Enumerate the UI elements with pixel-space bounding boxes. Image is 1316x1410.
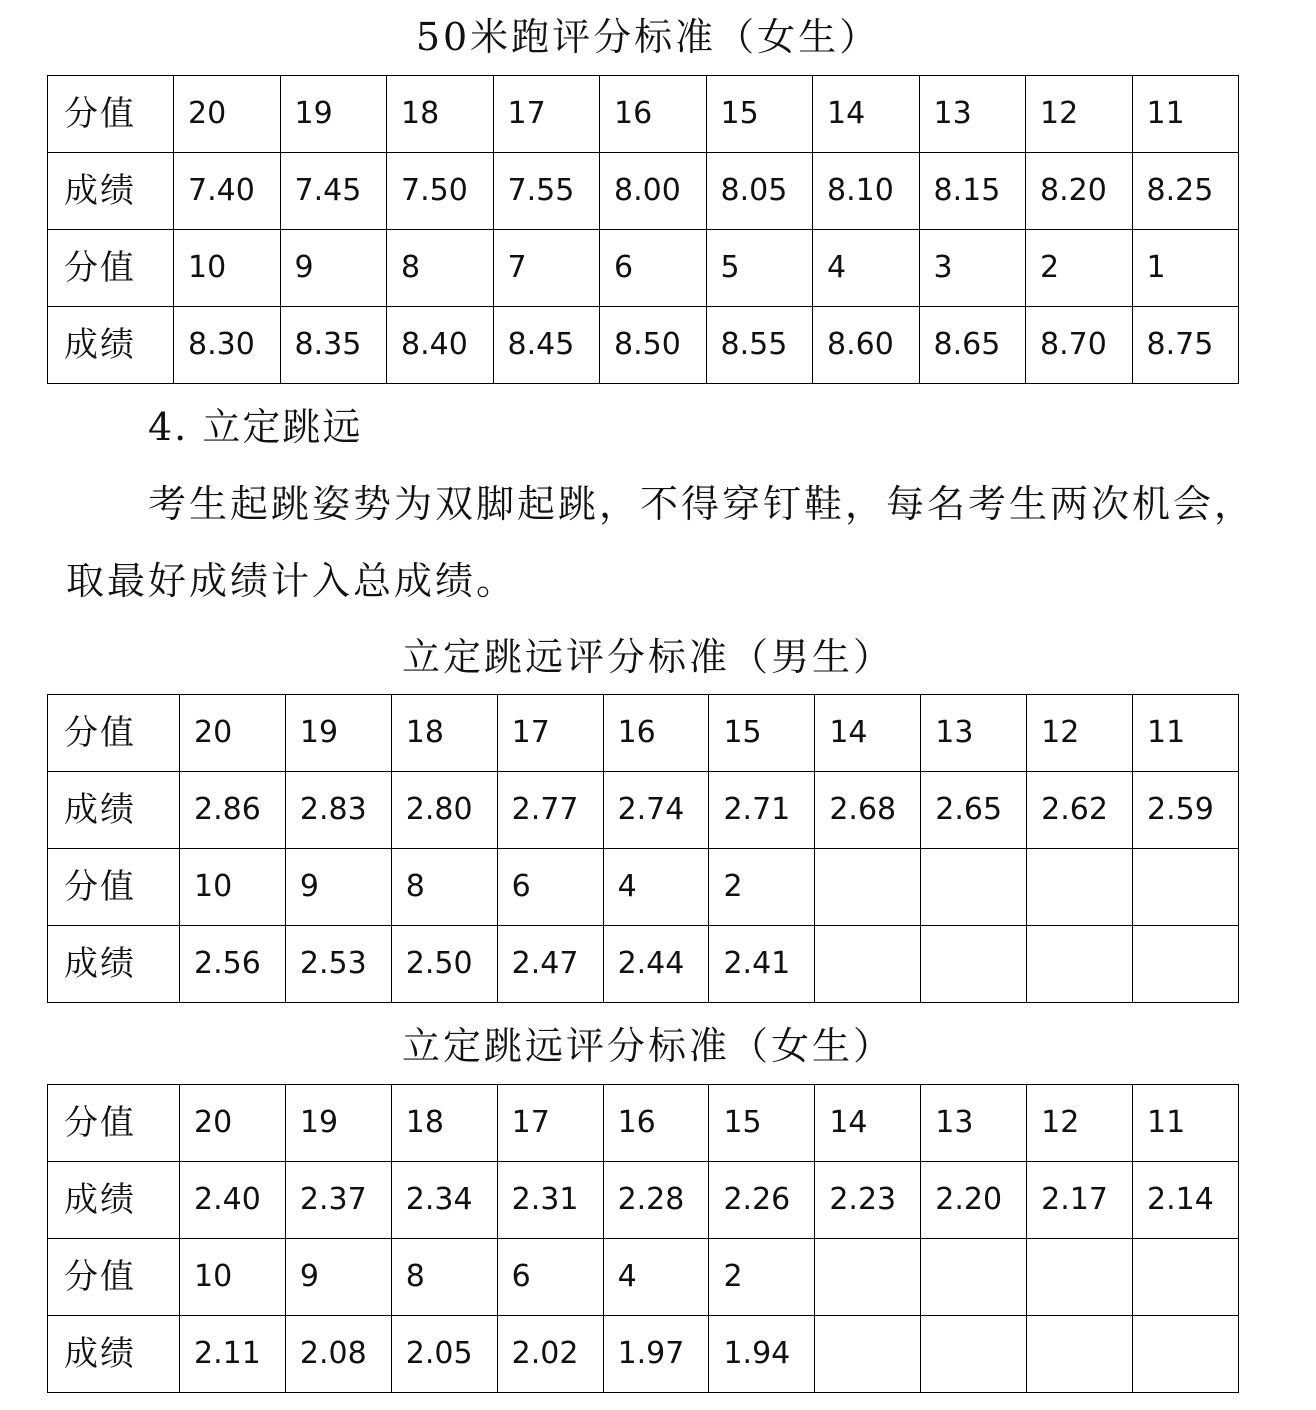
table-cell <box>1133 1316 1239 1393</box>
table-cell: 2.14 <box>1133 1162 1239 1239</box>
table-cell <box>921 849 1027 926</box>
row-label: 分值 <box>48 1239 180 1316</box>
table-row <box>48 1239 1239 1316</box>
table-cell: 14 <box>813 76 920 153</box>
table-cell: 2.08 <box>285 1316 391 1393</box>
table-cell: 8.65 <box>919 307 1026 384</box>
table-cell: 2.68 <box>815 772 921 849</box>
table-cell: 20 <box>180 695 286 772</box>
table-cell: 2.31 <box>497 1162 603 1239</box>
table-cell: 1.94 <box>709 1316 815 1393</box>
table-cell: 7.40 <box>174 153 281 230</box>
table-cell: 16 <box>603 695 709 772</box>
table-cell: 11 <box>1133 1085 1239 1162</box>
table-row <box>48 1085 1239 1162</box>
table-cell: 15 <box>706 76 813 153</box>
table-cell <box>1133 1239 1239 1316</box>
section-heading: 4. 立定跳远 <box>148 405 363 449</box>
table-cell <box>921 926 1027 1003</box>
table-cell: 16 <box>603 1085 709 1162</box>
row-label: 成绩 <box>48 1162 180 1239</box>
table-row <box>48 76 1239 153</box>
table-cell: 20 <box>180 1085 286 1162</box>
table-cell <box>1027 926 1133 1003</box>
table-cell: 2.41 <box>709 926 815 1003</box>
table-cell: 2.17 <box>1027 1162 1133 1239</box>
table-cell: 8 <box>391 1239 497 1316</box>
table-cell <box>815 1316 921 1393</box>
table-cell: 2 <box>1026 230 1133 307</box>
row-label: 分值 <box>48 849 180 926</box>
table-row <box>48 695 1239 772</box>
table-cell: 4 <box>603 849 709 926</box>
table-cell <box>921 1239 1027 1316</box>
table1-title: 50米跑评分标准（女生） <box>415 15 881 59</box>
table-cell: 2.56 <box>180 926 286 1003</box>
table-cell: 12 <box>1027 1085 1133 1162</box>
table-cell: 8.75 <box>1132 307 1239 384</box>
row-label: 成绩 <box>48 1316 180 1393</box>
table-cell: 7 <box>493 230 600 307</box>
table-cell: 1.97 <box>603 1316 709 1393</box>
table-cell: 11 <box>1132 76 1239 153</box>
table-cell: 8.00 <box>600 153 707 230</box>
table-cell: 8.15 <box>919 153 1026 230</box>
table-cell: 5 <box>706 230 813 307</box>
table-cell: 9 <box>285 1239 391 1316</box>
table-cell: 8.10 <box>813 153 920 230</box>
row-label: 分值 <box>48 76 174 153</box>
table-cell: 19 <box>280 76 387 153</box>
table-cell <box>921 1316 1027 1393</box>
table-row <box>48 307 1239 384</box>
table-row <box>48 1162 1239 1239</box>
row-label: 成绩 <box>48 926 180 1003</box>
table-cell: 17 <box>493 76 600 153</box>
table-cell: 2.20 <box>921 1162 1027 1239</box>
table-cell: 16 <box>600 76 707 153</box>
section-paragraph-line1: 考生起跳姿势为双脚起跳，不得穿钉鞋，每名考生两次机会， <box>148 482 1256 526</box>
table-row <box>48 849 1239 926</box>
row-label: 成绩 <box>48 153 174 230</box>
table-row <box>48 153 1239 230</box>
table-cell: 8 <box>387 230 494 307</box>
table-cell: 8.35 <box>280 307 387 384</box>
table-cell: 8 <box>391 849 497 926</box>
table3-jump-female <box>47 1084 1239 1393</box>
table1-50m-female <box>47 75 1239 384</box>
table-cell: 15 <box>709 1085 815 1162</box>
table-cell: 11 <box>1133 695 1239 772</box>
table2-title: 立定跳远评分标准（男生） <box>401 635 894 679</box>
table-cell: 8.70 <box>1026 307 1133 384</box>
table-cell: 4 <box>813 230 920 307</box>
table-cell: 13 <box>921 1085 1027 1162</box>
table-cell: 2.83 <box>285 772 391 849</box>
table-cell <box>1027 849 1133 926</box>
table-cell <box>815 1239 921 1316</box>
table-row <box>48 230 1239 307</box>
table-cell: 2.86 <box>180 772 286 849</box>
table-cell: 9 <box>285 849 391 926</box>
table-cell: 18 <box>391 1085 497 1162</box>
table-cell: 2.23 <box>815 1162 921 1239</box>
table-cell: 10 <box>180 1239 286 1316</box>
table3-title: 立定跳远评分标准（女生） <box>401 1024 894 1068</box>
table-row <box>48 772 1239 849</box>
table-cell: 8.25 <box>1132 153 1239 230</box>
table-cell: 19 <box>285 1085 391 1162</box>
table-cell: 6 <box>600 230 707 307</box>
table-cell: 3 <box>919 230 1026 307</box>
table-cell: 2.62 <box>1027 772 1133 849</box>
table-cell: 2.05 <box>391 1316 497 1393</box>
table-cell: 8.05 <box>706 153 813 230</box>
row-label: 分值 <box>48 230 174 307</box>
table-cell: 14 <box>815 695 921 772</box>
table-cell: 2.28 <box>603 1162 709 1239</box>
table-cell: 2 <box>709 1239 815 1316</box>
table-cell <box>815 926 921 1003</box>
table-cell: 10 <box>180 849 286 926</box>
table-cell: 2.59 <box>1133 772 1239 849</box>
table-cell: 12 <box>1026 76 1133 153</box>
row-label: 成绩 <box>48 307 174 384</box>
table-cell: 6 <box>497 1239 603 1316</box>
table-cell: 2.11 <box>180 1316 286 1393</box>
table-cell: 2.77 <box>497 772 603 849</box>
table-cell: 6 <box>497 849 603 926</box>
table-cell: 8.60 <box>813 307 920 384</box>
section-paragraph-line2: 取最好成绩计入总成绩。 <box>66 559 518 603</box>
table-cell: 7.50 <box>387 153 494 230</box>
table-cell: 14 <box>815 1085 921 1162</box>
table-row <box>48 926 1239 1003</box>
table-cell: 2.50 <box>391 926 497 1003</box>
table-cell: 19 <box>285 695 391 772</box>
table-cell: 8.30 <box>174 307 281 384</box>
table-cell: 13 <box>919 76 1026 153</box>
table-cell: 8.20 <box>1026 153 1133 230</box>
table-cell <box>1133 849 1239 926</box>
table-cell: 17 <box>497 695 603 772</box>
table-cell: 15 <box>709 695 815 772</box>
table-cell: 17 <box>497 1085 603 1162</box>
table-cell: 4 <box>603 1239 709 1316</box>
table-cell <box>1133 926 1239 1003</box>
table-cell: 2.02 <box>497 1316 603 1393</box>
table2-jump-male <box>47 694 1239 1003</box>
table-row <box>48 1316 1239 1393</box>
table-cell <box>1027 1239 1133 1316</box>
table-cell: 2.65 <box>921 772 1027 849</box>
table-cell: 2.47 <box>497 926 603 1003</box>
table-cell: 2.71 <box>709 772 815 849</box>
table-cell: 2 <box>709 849 815 926</box>
table-cell: 18 <box>391 695 497 772</box>
table-cell: 8.55 <box>706 307 813 384</box>
table-cell: 2.26 <box>709 1162 815 1239</box>
table-cell: 2.34 <box>391 1162 497 1239</box>
row-label: 成绩 <box>48 772 180 849</box>
row-label: 分值 <box>48 1085 180 1162</box>
table-cell <box>1027 1316 1133 1393</box>
table-cell: 2.74 <box>603 772 709 849</box>
table-cell: 7.55 <box>493 153 600 230</box>
table-cell: 18 <box>387 76 494 153</box>
table-cell: 2.40 <box>180 1162 286 1239</box>
table-cell: 2.37 <box>285 1162 391 1239</box>
table-cell: 8.40 <box>387 307 494 384</box>
table-cell: 7.45 <box>280 153 387 230</box>
row-label: 分值 <box>48 695 180 772</box>
table-cell: 12 <box>1027 695 1133 772</box>
table-cell: 20 <box>174 76 281 153</box>
table-cell: 2.53 <box>285 926 391 1003</box>
table-cell: 2.44 <box>603 926 709 1003</box>
table-cell <box>815 849 921 926</box>
table-cell: 9 <box>280 230 387 307</box>
table-cell: 8.45 <box>493 307 600 384</box>
table-cell: 2.80 <box>391 772 497 849</box>
table-cell: 8.50 <box>600 307 707 384</box>
table-cell: 13 <box>921 695 1027 772</box>
table-cell: 10 <box>174 230 281 307</box>
table-cell: 1 <box>1132 230 1239 307</box>
